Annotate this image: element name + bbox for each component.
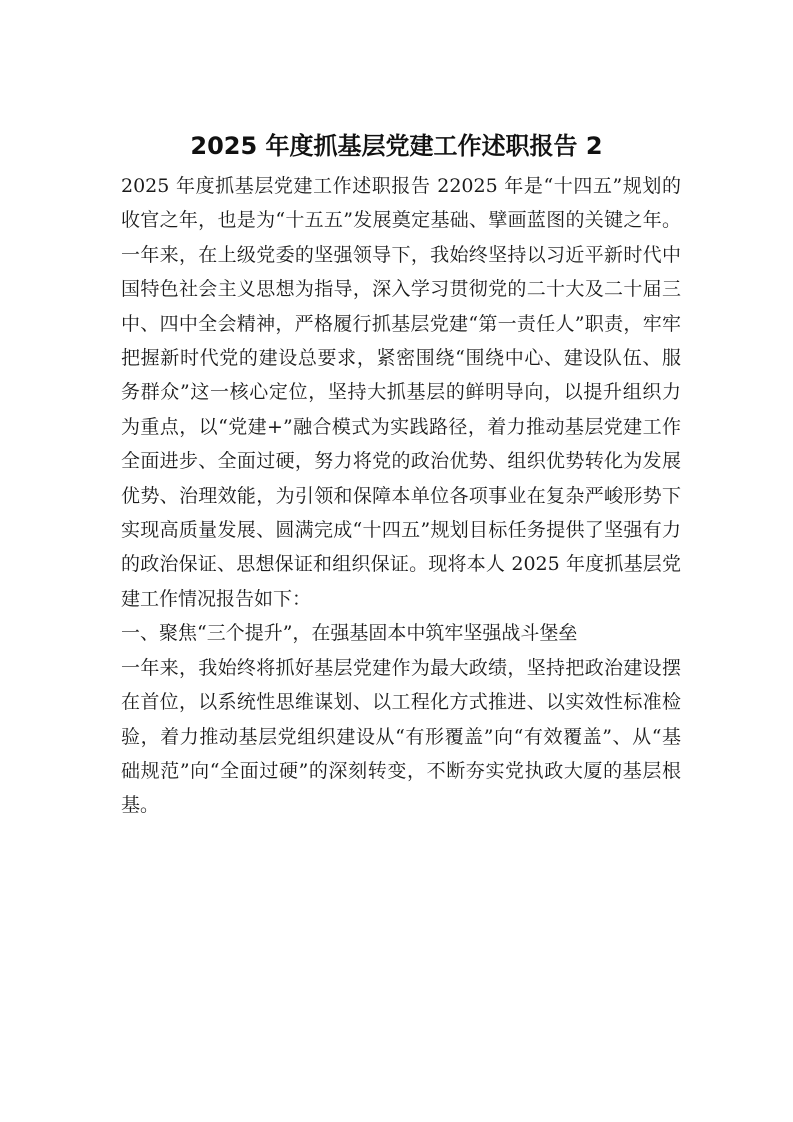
intro-paragraph: 2025 年度抓基层党建工作述职报告 22025 年是“十四五”规划的收官之年，也是为“十五五”发展奠定基础、擘画蓝图的关键之年。一年来，在上级党委的坚强领导下，我始终坚持以习近平新时代中国特色社会主义思想为指导，深入学习贯彻党的二十大及二十届三中、四中全会精神，严格履行抓基层党建“第一责任人”职责，牢牢把握新时代党的建设总要求，紧密围绕“围绕中心、建设队伍、服务群众”这一核心定位，坚持大抓基层的鲜明导向，以提升组织力为重点，以“党建+”融合模式为实践路径，着力推动基层党建工作全面进步、全面过硬，努力将党的政治优势、组织优势转化为发展优势、治理效能，为引领和保障本单位各项事业在复杂严峻形势下实现高质量发展、圆满完成“十四五”规划目标任务提供了坚强有力的政治保证、思想保证和组织保证。现将本人 2025 年度抓基层党建工作情况报告如下：: [121, 175, 681, 610]
section-paragraph: 一年来，我始终将抓好基层党建作为最大政绩，坚持把政治建设摆在首位，以系统性思维谋划、以工程化方式推进、以实效性标准检验，着力推动基层党组织建设从“有形覆盖”向“有效覆盖”、从“基础规范”向“全面过硬”的深刻转变，不断夯实党执政大厦的基层根基。: [121, 656, 681, 817]
document-body: [121, 169, 681, 823]
document-title: 2025 年度抓基层党建工作述职报告 2: [190, 132, 603, 160]
section-heading: 一、聚焦“三个提升”，在强基固本中筑牢坚强战斗堡垒: [121, 622, 578, 645]
